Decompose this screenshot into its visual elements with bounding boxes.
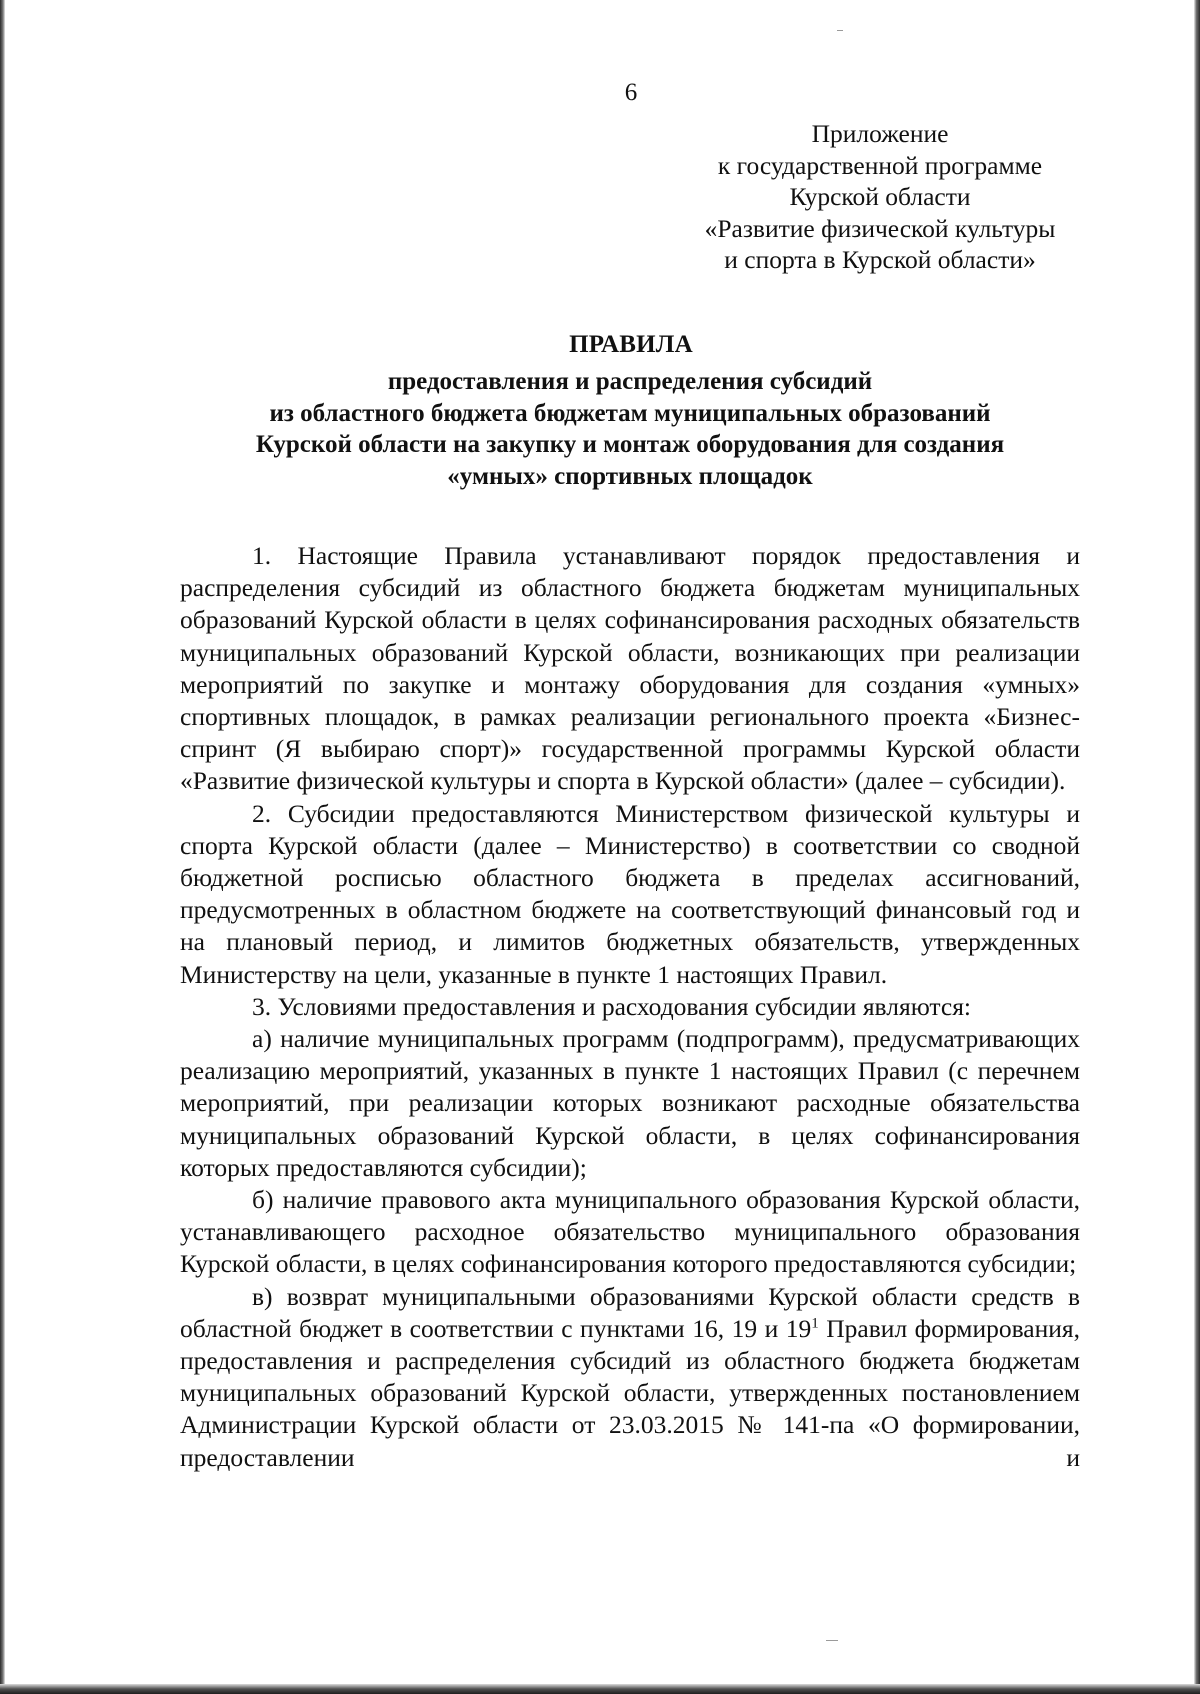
scan-speck-top — [837, 30, 843, 31]
subtitle-line: Курской области на закупку и монтаж оборудования для создания — [255, 431, 1005, 458]
annex-line: к государственной программе — [717, 150, 1043, 180]
scan-edge-left — [0, 0, 5, 1694]
subtitle-line: из областного бюджета бюджетам муниципальных образований — [269, 399, 991, 427]
superscript-index: 1 — [811, 1315, 819, 1332]
subtitle-line: «умных» спортивных площадок — [447, 462, 813, 490]
paragraph-3v-text-end: Правил формирования, предоставления и распределения субсидий из областного бюджета бюджетам муниципальных образований Курской области, утвержденных постановлением Администрации Курской области от 23.03.2015 № 141-па «О формировании, предоставлении и — [180, 1313, 1081, 1472]
annex-line: Курской области — [789, 182, 971, 211]
scan-edge-right — [1194, 0, 1200, 1694]
paragraph-1: 1. Настоящие Правила устанавливают порядок предоставления и распределения субсидий из областного бюджета бюджетам муниципальных образований Курской области в целях софинансирования расходных обязательств муниципальных образований Курской области, возникающих при реализации мероприятий по закупке и монтажу оборудования для создания «умных» спортивных площадок, в рамках реализации регионального проекта «Бизнес-спринт (Я выбираю спорт)» государственной программы Курской области «Развитие физической культуры и спорта в Курской области» (далее – субсидии). — [180, 541, 1080, 796]
scan-edge-bottom — [0, 1684, 1200, 1694]
scan-speck-bottom — [826, 1640, 838, 1641]
paragraph-3b: б) наличие правового акта муниципального образования Курской области, устанавливающего расходное обязательство муниципального образования Курской области, в целях софинансирования которого предоставляются субсидии; — [180, 1185, 1080, 1279]
document-title: ПРАВИЛА — [569, 331, 693, 358]
paragraph-3a: а) наличие муниципальных программ (подпрограмм), предусматривающих реализацию мероприятий, указанных в пункте 1 настоящих Правил (с перечнем мероприятий, при реализации которых возникают расходные обязательства муниципальных образований Курской области, в целях софинансирования которых предоставляются субсидии); — [180, 1024, 1080, 1182]
annex-block — [680, 118, 1080, 276]
annex-line: «Развитие физической культуры — [704, 213, 1056, 243]
paragraph-2: 2. Субсидии предоставляются Министерством физической культуры и спорта Курской области (далее – Министерство) в соответствии со сводной бюджетной росписью областного бюджета в пределах ассигнований, предусмотренных в областном бюджете на соответствующий финансовый год и на плановый период, и лимитов бюджетных обязательств, утвержденных Министерству на цели, указанные в пункте 1 настоящих Правил. — [180, 798, 1080, 989]
annex-line: Приложение — [811, 119, 949, 148]
annex-line: и спорта в Курской области» — [724, 245, 1036, 274]
paragraph-3v-text-start: в) возврат муниципальными образованиями Курской области средств в областной бюджет в соответствии с пунктами 16, 19 и 19 — [180, 1281, 1080, 1343]
paragraph-3v — [180, 1281, 1080, 1474]
paragraph-3: 3. Условиями предоставления и расходования субсидии являются: — [252, 991, 972, 1021]
document-body — [180, 540, 1080, 1474]
document-subtitle — [160, 366, 1100, 492]
subtitle-line: предоставления и распределения субсидий — [387, 368, 873, 395]
page-number: 6 — [624, 79, 638, 106]
